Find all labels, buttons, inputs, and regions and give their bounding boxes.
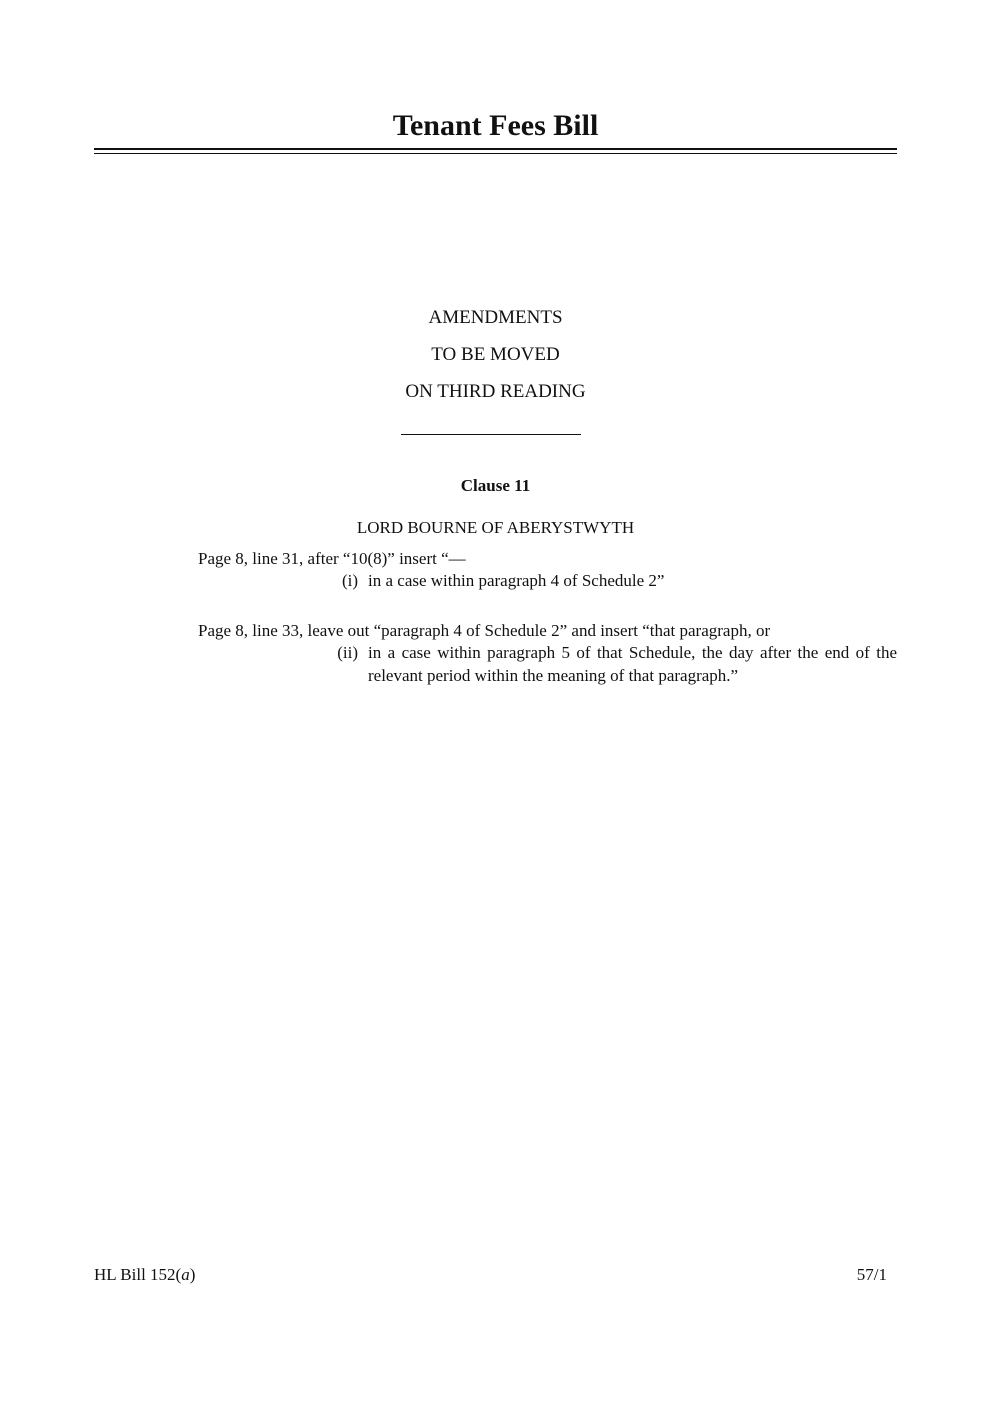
amendment-2-sub-text: in a case within paragraph 5 of that Schedule, the day after the end of the relevant period within the meaning of that paragraph.”	[368, 643, 897, 685]
amendment-1-text: Page 8, line 31, after “10(8)” insert “—	[198, 549, 466, 568]
page-reference: 57/1	[856, 1265, 887, 1284]
amendment-2-text: Page 8, line 33, leave out “paragraph 4 of Schedule 2” and insert “that paragraph, or	[198, 621, 771, 640]
bill-reference	[94, 1264, 195, 1286]
bill-reference-suffix: )	[189, 1265, 196, 1284]
page-title: Tenant Fees Bill	[392, 109, 599, 142]
title-rule-thin	[94, 153, 897, 154]
title-rule-thick	[94, 148, 897, 150]
heading-line-1: AMENDMENTS	[428, 307, 563, 328]
heading-line-3: ON THIRD READING	[405, 381, 586, 402]
amendment-1-sub-text: in a case within paragraph 4 of Schedule 2”	[368, 571, 665, 590]
clause-heading: Clause 11	[460, 476, 531, 495]
amendment-2-sub-number: (ii)	[337, 643, 358, 662]
bill-reference-prefix: HL Bill 152(	[94, 1265, 182, 1284]
section-divider	[401, 434, 581, 435]
mover-name: LORD BOURNE OF ABERYSTWYTH	[356, 518, 635, 537]
heading-line-2: TO BE MOVED	[431, 344, 560, 365]
bill-reference-italic: a	[181, 1265, 190, 1284]
amendment-1-sub-number: (i)	[341, 571, 358, 590]
